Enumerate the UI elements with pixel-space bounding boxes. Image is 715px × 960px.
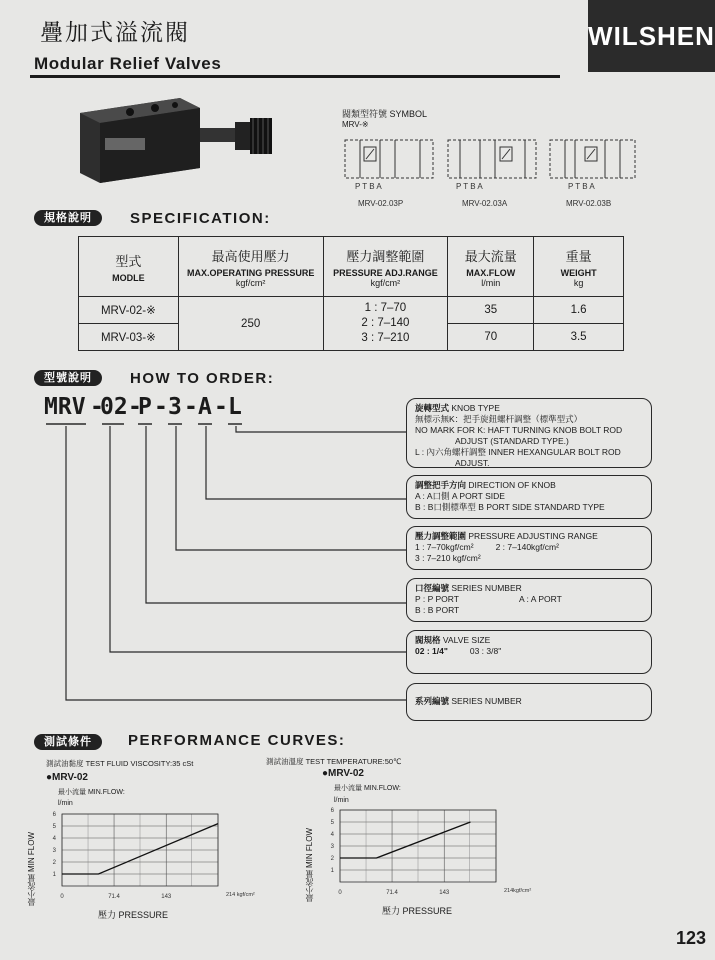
code-sep: - bbox=[154, 394, 168, 420]
code-sep: - bbox=[90, 394, 104, 420]
chart1-title: ●MRV-02 bbox=[46, 772, 88, 783]
y-tick-label: 6 bbox=[330, 808, 334, 814]
page-title-chinese: 疊加式溢流閥 bbox=[40, 20, 190, 46]
y-tick-label: 1 bbox=[52, 872, 56, 878]
perf-heading: PERFORMANCE CURVES: bbox=[128, 732, 346, 749]
x-tick-label: 0 bbox=[338, 890, 342, 896]
x-tick-label: 0 bbox=[60, 894, 64, 900]
code-sep: - bbox=[128, 394, 142, 420]
chart1-plot bbox=[40, 808, 260, 908]
spec-heading: SPECIFICATION: bbox=[130, 210, 271, 227]
y-tick-label: 4 bbox=[52, 836, 56, 842]
symbol-caption-a: MRV-02.03A bbox=[462, 199, 508, 208]
y-tick-label: 3 bbox=[330, 844, 334, 850]
x-tick-label: 143 bbox=[439, 890, 450, 896]
code-pressure: 3 bbox=[168, 394, 182, 420]
cell-max-pressure: 250 bbox=[178, 297, 323, 351]
chart2-title: ●MRV-02 bbox=[322, 768, 364, 779]
symbol-heading: 閥類型符號 SYMBOL bbox=[342, 109, 428, 119]
cell-flow: 70 bbox=[448, 324, 534, 351]
symbol-ports-a: P T B A bbox=[456, 182, 483, 191]
chart2-subtitle: 最小流量 MIN.FLOW: bbox=[334, 785, 401, 792]
order-pill: 型號說明 bbox=[34, 370, 102, 386]
code-port: P bbox=[138, 394, 152, 420]
cell-flow: 35 bbox=[448, 297, 534, 324]
chart1-yunit: l/min bbox=[58, 800, 73, 807]
chart1-xlabel: 壓力 PRESSURE bbox=[98, 910, 169, 920]
chart1-subtitle: 最小流量 MIN.FLOW: bbox=[58, 789, 125, 796]
symbol-ports-p: P T B A bbox=[355, 182, 382, 191]
page-number: 123 bbox=[676, 928, 707, 948]
code-size: 02 bbox=[100, 394, 128, 420]
spec-pill: 規格說明 bbox=[34, 210, 102, 226]
cell-pressure-range: 1 : 7–70 2 : 7–140 3 : 7–210 bbox=[323, 297, 448, 351]
col-header-max-flow: 最大流量 MAX.FLOW l/min bbox=[448, 237, 534, 297]
x-unit-label: 214 kgf/cm² bbox=[226, 892, 255, 898]
symbol-caption-b: MRV-02.03B bbox=[566, 199, 612, 208]
code-series: MRV bbox=[44, 394, 86, 420]
perf-pill: 測試條件 bbox=[34, 734, 102, 750]
brand-logo: WILSHEN bbox=[588, 0, 715, 72]
col-header-weight: 重量 WEIGHT kg bbox=[534, 237, 624, 297]
cell-model: MRV-02-※ bbox=[79, 297, 179, 324]
cell-weight: 1.6 bbox=[534, 297, 624, 324]
min-flow-curve bbox=[340, 822, 470, 858]
test-temperature: 測試油溫度 TEST TEMPERATURE:50℃ bbox=[266, 757, 402, 766]
x-unit-label: 214kgf/cm² bbox=[504, 888, 532, 894]
chart2-ylabel: 最小流量 MIN FLOW bbox=[305, 828, 314, 903]
col-header-model: 型式 MODLE bbox=[79, 237, 179, 297]
series-port-box: 口徑編號 SERIES NUMBER P : P PORT A : A PORT B : B PORT bbox=[406, 578, 652, 622]
test-viscosity: 測試油黏度 TEST FLUID VISCOSITY:35 cSt bbox=[46, 759, 194, 768]
y-tick-label: 1 bbox=[330, 868, 334, 874]
y-tick-label: 5 bbox=[52, 824, 56, 830]
col-header-max-pressure: 最高使用壓力 MAX.OPERATING PRESSURE kgf/cm² bbox=[178, 237, 323, 297]
cell-weight: 3.5 bbox=[534, 324, 624, 351]
col-header-pressure-range: 壓力調整範圍 PRESSURE ADJ.RANGE kgf/cm² bbox=[323, 237, 448, 297]
y-tick-label: 2 bbox=[330, 856, 334, 862]
symbol-ports-b: P T B A bbox=[568, 182, 595, 191]
x-tick-label: 143 bbox=[161, 894, 172, 900]
chart2-yunit: l/min bbox=[334, 797, 349, 804]
chart1-ylabel: 最小流量 MIN FLOW bbox=[27, 832, 36, 907]
cell-model: MRV-03-※ bbox=[79, 324, 179, 351]
y-tick-label: 4 bbox=[330, 832, 334, 838]
valve-size-box: 閥規格 VALVE SIZE 02 : 1/4" 03 : 3/8" bbox=[406, 630, 652, 674]
code-sep: - bbox=[214, 394, 228, 420]
series-number-box: 系列編號 SERIES NUMBER bbox=[406, 683, 652, 721]
knob-direction-box: 調整把手方向 DIRECTION OF KNOB A : A口側 A PORT SIDE B : B口側標準型 B PORT SIDE STANDARD TYPE bbox=[406, 475, 652, 519]
code-direction: A bbox=[198, 394, 212, 420]
y-tick-label: 6 bbox=[52, 812, 56, 818]
y-tick-label: 3 bbox=[52, 848, 56, 854]
x-tick-label: 71.4 bbox=[386, 890, 398, 896]
symbol-caption-p: MRV-02.03P bbox=[358, 199, 404, 208]
code-sep: - bbox=[184, 394, 198, 420]
order-heading: HOW TO ORDER: bbox=[130, 370, 275, 387]
x-tick-label: 71.4 bbox=[108, 894, 120, 900]
symbol-model: MRV-※ bbox=[342, 120, 369, 129]
chart2-plot bbox=[318, 804, 538, 904]
knob-type-box: 旋轉型式 KNOB TYPE 無標示無K：把手旋鈕螺杆調整（標準型式） NO MARK FOR K: HAFT TURNING KNOB BOLT ROD ADJUST (STANDARD TYPE.) L : 內六角螺杆調整 INNER HEXANGULAR BOLT ROD ADJUST. bbox=[406, 398, 652, 468]
y-tick-label: 5 bbox=[330, 820, 334, 826]
pressure-range-box: 壓力調整範圍 PRESSURE ADJUSTING RANGE 1 : 7–70kgf/cm² 2 : 7–140kgf/cm² 3 : 7–210 kgf/cm² bbox=[406, 526, 652, 570]
code-knob: L bbox=[228, 394, 242, 420]
y-tick-label: 2 bbox=[52, 860, 56, 866]
chart2-xlabel: 壓力 PRESSURE bbox=[382, 906, 453, 916]
page-title-english: Modular Relief Valves bbox=[34, 54, 222, 73]
